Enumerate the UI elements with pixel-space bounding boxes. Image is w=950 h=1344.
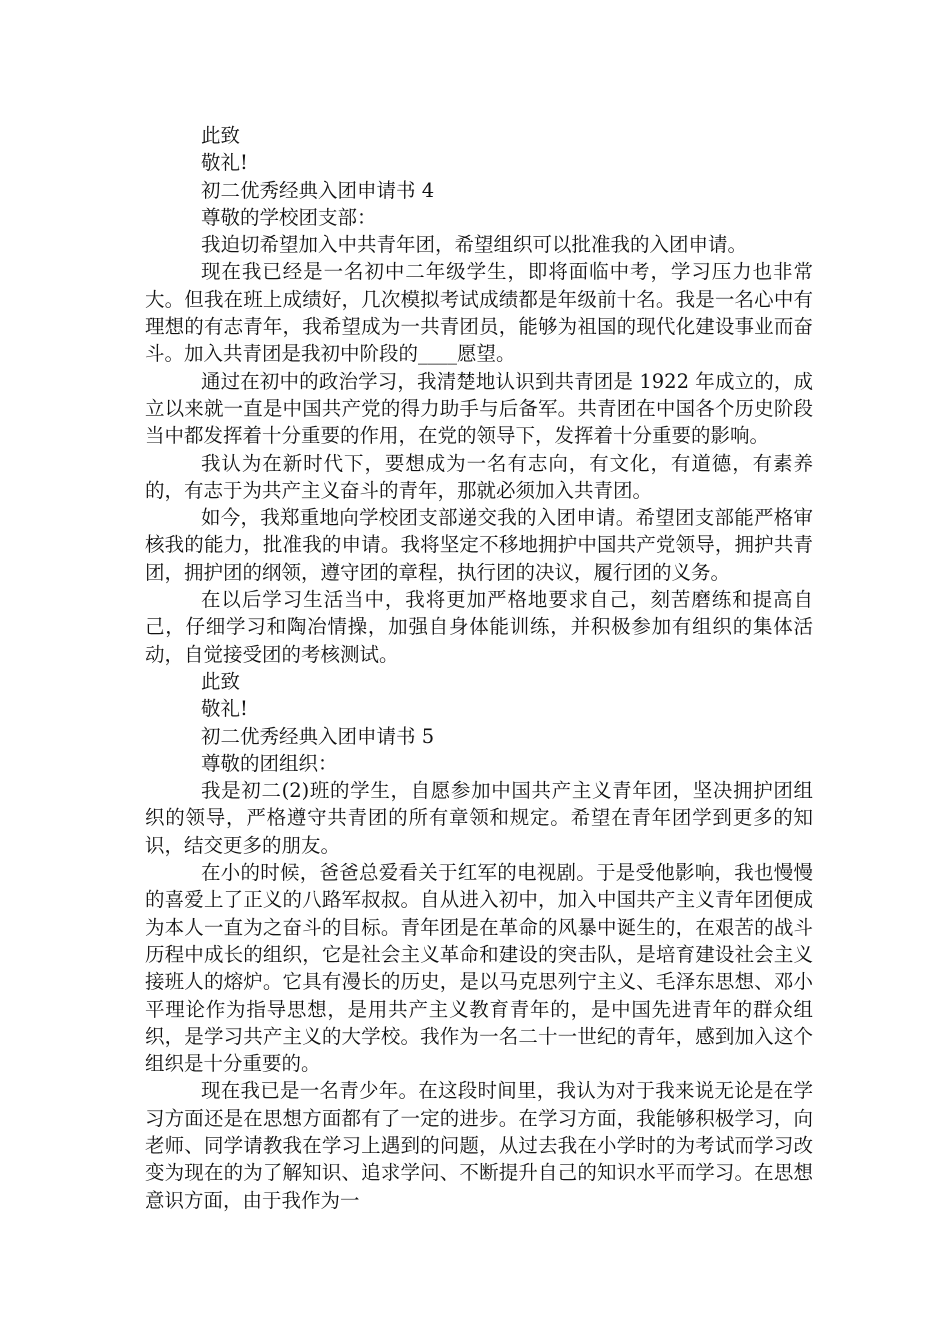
salutation-line: 敬礼! (201, 151, 248, 175)
paragraph: 通过在初中的政治学习，我清楚地认识到共青团是 1922 年成立的，成立以来就一直是中国共产党的得力助手与后备军。共青团在中国各个历史阶段当中都发挥着十分重要的作用，在党的领导下，发挥着十分重要的影响。 (145, 369, 813, 448)
paragraph: 现在我已是一名青少年。在这段时间里，我认为对于我来说无论是在学习方面还是在思想方面都有了一定的进步。在学习方面，我能够积极学习，向老师、同学请教我在学习上遇到的问题，从过去我在小学时的为考试而学习改变为现在的为了解知识、追求学问、不断提升自己的知识水平而学习。在思想意识方面，由于我作为一 (145, 1079, 813, 1212)
paragraph: 我认为在新时代下，要想成为一名有志向，有文化，有道德，有素养的，有志于为共产主义奋斗的青年，那就必须加入共青团。 (145, 451, 813, 502)
closing-line: 此致 (201, 669, 241, 693)
paragraph: 如今，我郑重地向学校团支部递交我的入团申请。希望团支部能严格审核我的能力，批准我的申请。我将坚定不移地拥护中国共产党领导，拥护共青团，拥护团的纲领，遵守团的章程，执行团的决议，履行团的义务。 (145, 506, 813, 584)
paragraph: 在小的时候，爸爸总爱看关于红军的电视剧。于是受他影响，我也慢慢的喜爱上了正义的八路军叔叔。自从进入初中，加入中国共产主义青年团便成为本人一直为之奋斗的目标。青年团是在革命的风暴中诞生的，在艰苦的战斗历程中成长的组织，它是社会主义革命和建设的突击队，是培育建设社会主义接班人的熔炉。它具有漫长的历史，是以马克思列宁主义、毛泽东思想、邓小平理论作为指导思想，是用共产主义教育青年的，是中国先进青年的群众组织，是学习共产主义的大学校。我作为一名二十一世纪的青年，感到加入这个组织是十分重要的。 (145, 861, 813, 1076)
section-heading: 初二优秀经典入团申请书 4 (201, 178, 435, 202)
document-page (145, 122, 813, 1214)
paragraph: 现在我已经是一名初中二年级学生，即将面临中考，学习压力也非常大。但我在班上成绩好，几次模拟考试成绩都是年级前十名。我是一名心中有理想的有志青年，我希望成为一共青团员，能够为祖国的现代化建设事业而奋斗。加入共青团是我初中阶段的____愿望。 (145, 260, 813, 366)
greeting-line: 尊敬的团组织： (201, 751, 338, 775)
paragraph: 我迫切希望加入中共青年团，希望组织可以批准我的入团申请。 (201, 233, 748, 257)
paragraph: 我是初二(2)班的学生，自愿参加中国共产主义青年团，坚决拥护团组织的领导，严格遵守共青团的所有章领和规定。希望在青年团学到更多的知识，结交更多的朋友。 (145, 779, 813, 857)
section-heading: 初二优秀经典入团申请书 5 (201, 724, 435, 748)
closing-line: 此致 (201, 124, 241, 147)
salutation-line: 敬礼! (201, 697, 248, 721)
greeting-line: 尊敬的学校团支部： (201, 205, 377, 229)
paragraph: 在以后学习生活当中，我将更加严格地要求自己，刻苦磨练和提高自己，仔细学习和陶冶情操，加强自身体能训练，并积极参加有组织的集体活动，自觉接受团的考核测试。 (145, 588, 813, 666)
